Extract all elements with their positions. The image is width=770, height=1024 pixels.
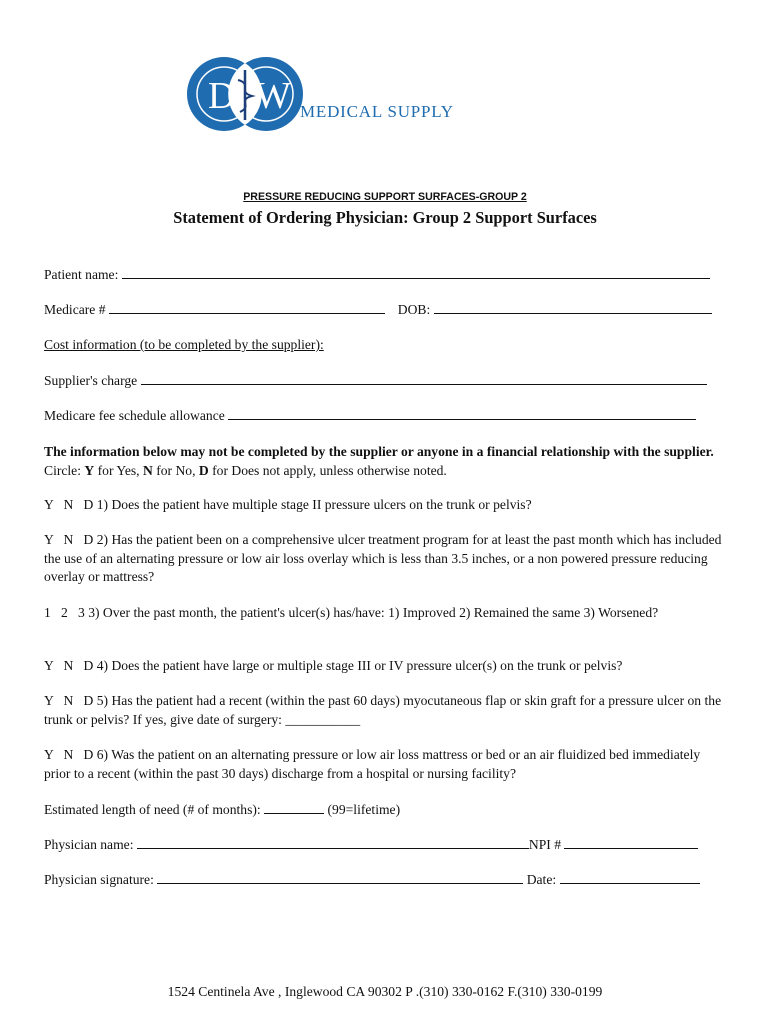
- question-5-options[interactable]: Y N D: [44, 693, 94, 708]
- physician-signature-row: [44, 870, 700, 889]
- question-6: [44, 746, 724, 783]
- dw-monogram: [183, 54, 313, 134]
- monogram-left: D: [208, 75, 236, 117]
- question-1-text: 1) Does the patient have multiple stage II pressure ulcers on the trunk or pelvis?: [96, 497, 532, 512]
- medicare-number-field[interactable]: [109, 300, 385, 314]
- physician-name-label: Physician name:: [44, 837, 134, 852]
- dob-label: DOB:: [397, 302, 431, 317]
- question-3: [44, 604, 724, 623]
- monogram-right: W: [255, 75, 291, 117]
- date-field[interactable]: [560, 870, 700, 884]
- npi-field[interactable]: [564, 835, 698, 849]
- physician-signature-label: Physician signature:: [44, 872, 154, 887]
- supplier-charge-field[interactable]: [141, 371, 707, 385]
- question-3-text: 3) Over the past month, the patient's ulcer(s) has/have: 1) Improved 2) Remained the same 3) Worsened?: [88, 605, 659, 620]
- question-6-text: 6) Was the patient on an alternating pressure or low air loss mattress or bed or an air fluidized bed immediately prior to a recent (within the past 30 days) discharge from a hospital or nursing facility?: [44, 747, 701, 781]
- length-of-need-note: (99=lifetime): [327, 802, 401, 817]
- physician-name-field[interactable]: [137, 835, 529, 849]
- question-1: [44, 496, 724, 515]
- company-logo: [183, 54, 503, 134]
- length-of-need-row: [44, 800, 400, 819]
- patient-name-label: Patient name:: [44, 267, 119, 282]
- question-2: [44, 531, 724, 587]
- footer-address: 1524 Centinela Ave , Inglewood CA 90302 P .(310) 330-0162 F.(310) 330-0199: [167, 984, 603, 999]
- fee-schedule-label: Medicare fee schedule allowance: [44, 408, 225, 423]
- length-of-need-label: Estimated length of need (# of months):: [44, 802, 261, 817]
- supplier-charge-row: [44, 371, 707, 390]
- question-5-text: 5) Has the patient had a recent (within the past 60 days) myocutaneous flap or skin graft for a pressure ulcer on the trunk or pelvis? If yes, give date of surgery: ___________: [44, 693, 722, 727]
- dob-field[interactable]: [434, 300, 712, 314]
- supplier-charge-label: Supplier's charge: [44, 373, 138, 388]
- fee-schedule-field[interactable]: [228, 406, 696, 420]
- fee-schedule-row: [44, 406, 696, 425]
- question-6-options[interactable]: Y N D: [44, 747, 94, 762]
- question-4-text: 4) Does the patient have large or multiple stage III or IV pressure ulcer(s) on the trunk or pelvis?: [96, 658, 623, 673]
- question-4-options[interactable]: Y N D: [44, 658, 94, 673]
- notice-paragraph: The information below may not be completed by the supplier or anyone in a financial relationship with the supplier. Circle: Y for Yes, N for No, D for Does not apply, unless otherwise noted.: [44, 444, 714, 478]
- medicare-dob-row: [44, 300, 712, 319]
- company-name: MEDICAL SUPPLY: [300, 102, 454, 121]
- form-title: Statement of Ordering Physician: Group 2 Support Surfaces: [173, 208, 597, 227]
- patient-name-row: [44, 265, 710, 284]
- length-of-need-field[interactable]: [264, 800, 324, 814]
- question-3-options[interactable]: 1 2 3: [44, 605, 85, 620]
- question-2-options[interactable]: Y N D: [44, 532, 94, 547]
- notice-bold: The information below may not be completed by the supplier or anyone in a financial relationship with the supplier.: [44, 444, 714, 459]
- question-5: [44, 692, 724, 729]
- form-subheading: PRESSURE REDUCING SUPPORT SURFACES-GROUP 2: [243, 191, 527, 203]
- date-label: Date:: [526, 872, 557, 887]
- physician-signature-field[interactable]: [157, 870, 523, 884]
- physician-name-row: [44, 835, 698, 854]
- medicare-label: Medicare #: [44, 302, 106, 317]
- npi-label: NPI #: [528, 837, 561, 852]
- question-1-options[interactable]: Y N D: [44, 497, 94, 512]
- question-4: [44, 657, 724, 676]
- question-2-text: 2) Has the patient been on a comprehensive ulcer treatment program for at least the past month which has included the use of an alternating pressure or low air loss overlay which is less than 3.5 inches, or a non powered pressure reducing overlay or mattress?: [44, 532, 722, 584]
- patient-name-field[interactable]: [122, 265, 710, 279]
- cost-heading: Cost information (to be completed by the supplier):: [44, 337, 324, 352]
